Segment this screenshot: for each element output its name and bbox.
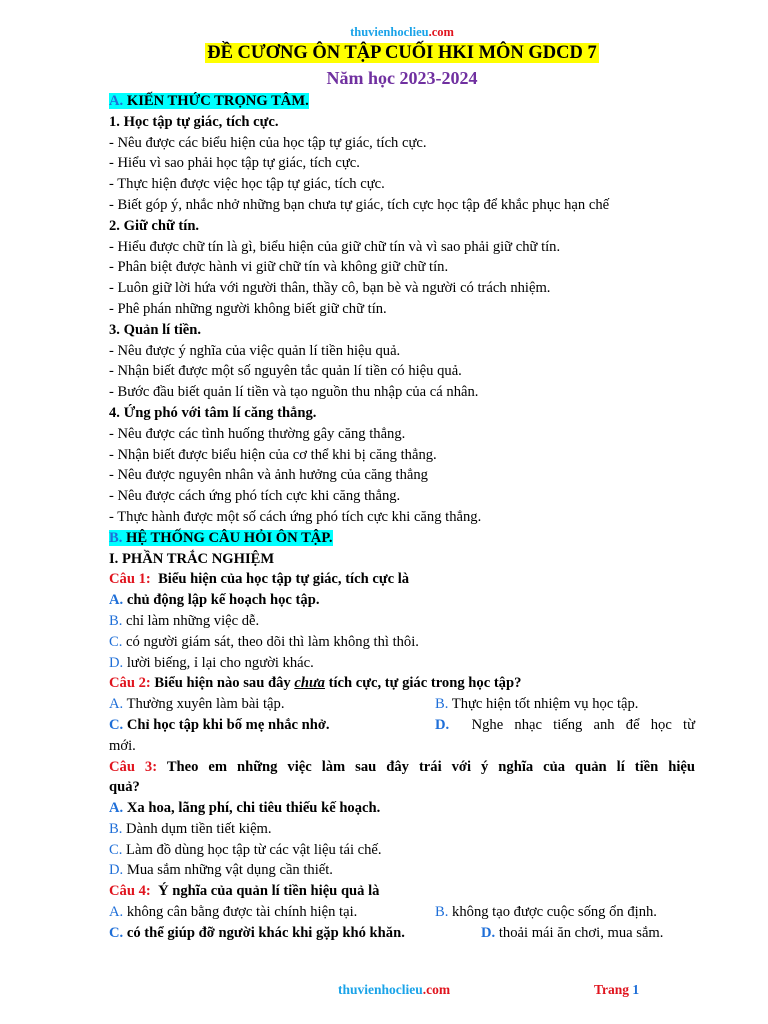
q1-option-a: A. chủ động lập kế hoạch học tập. <box>109 592 320 609</box>
list-item: - Bước đầu biết quản lí tiền và tạo nguồn thu nhập của cá nhân. <box>109 384 479 401</box>
list-item: - Nêu được các biểu hiện của học tập tự giác, tích cực. <box>109 134 427 151</box>
q2-options-cd <box>109 715 695 736</box>
list-item: - Hiểu được chữ tín là gì, biểu hiện của giữ chữ tín và vì sao phải giữ chữ tín. <box>109 238 561 255</box>
list-item: - Phê phán những người không biết giữ chữ tín. <box>109 300 387 317</box>
list-item: - Nêu được các tình huống thường gây căng thẳng. <box>109 425 406 442</box>
list-item: - Phân biệt được hành vi giữ chữ tín và không giữ chữ tín. <box>109 259 449 276</box>
q4-options-ab <box>109 902 695 923</box>
q3-option-d: D. Mua sắm những vật dụng cần thiết. <box>109 862 333 879</box>
list-item: - Hiểu vì sao phải học tập tự giác, tích cực. <box>109 155 360 172</box>
q3-option-c: C. Làm đồ dùng học tập từ các vật liệu tái chế. <box>109 841 382 858</box>
q2-option-c: C. Chỉ học tập khi bố mẹ nhắc nhở. <box>109 716 330 733</box>
q4-options-cd <box>109 923 695 944</box>
q2-option-d: D. Nghe nhạc tiếng anh để học từ <box>435 716 695 733</box>
q1-option-d: D. lười biếng, ỉ lại cho người khác. <box>109 654 314 671</box>
section-a-heading: A. KIẾN THỨC TRỌNG TÂM. <box>109 93 309 109</box>
list-item: - Nêu được nguyên nhân và ảnh hưởng của căng thẳng <box>109 467 428 484</box>
list-item: - Nêu được ý nghĩa của việc quản lí tiền hiệu quả. <box>109 342 401 359</box>
q1-option-b: B. chỉ làm những việc dễ. <box>109 612 260 629</box>
site-header: thuvienhoclieu.com <box>350 25 454 39</box>
topic-heading: 3. Quản lí tiền. <box>109 321 202 338</box>
q2-option-a: A. Thường xuyên làm bài tập. <box>109 696 285 713</box>
topic-heading: 4. Ứng phó với tâm lí căng thẳng. <box>109 404 317 421</box>
q3-option-a: A. Xa hoa, lãng phí, chi tiêu thiếu kế hoạch. <box>109 800 381 817</box>
section-b-heading: B. HỆ THỐNG CÂU HỎI ÔN TẬP. <box>109 529 333 546</box>
list-item: - Nhận biết được một số nguyên tắc quản lí tiền có hiệu quả. <box>109 363 462 380</box>
document-page <box>109 24 695 944</box>
q2-option-b: B. Thực hiện tốt nhiệm vụ học tập. <box>435 696 639 713</box>
question-2: Câu 2: Biểu hiện nào sau đây chưa tích cực, tự giác trong học tập? <box>109 675 522 692</box>
list-item: - Luôn giữ lời hứa với người thân, thầy cô, bạn bè và người có trách nhiệm. <box>109 280 551 297</box>
topic-heading: 1. Học tập tự giác, tích cực. <box>109 113 279 130</box>
q2-options-ab <box>109 694 695 715</box>
list-item: - Thực hiện được việc học tập tự giác, tích cực. <box>109 176 385 193</box>
list-item: - Biết góp ý, nhắc nhở những bạn chưa tự giác, tích cực học tập để khắc phục hạn chế <box>109 196 610 213</box>
topic-heading: 2. Giữ chữ tín. <box>109 217 200 234</box>
q4-option-a: A. không cân bằng được tài chính hiện tại. <box>109 904 358 921</box>
question-1: Câu 1: Biểu hiện của học tập tự giác, tích cực là <box>109 571 410 588</box>
q4-option-d: D. thoải mái ăn chơi, mua sắm. <box>481 924 664 941</box>
q2-option-d-cont: mới. <box>109 737 136 754</box>
part-heading: I. PHẦN TRẮC NGHIỆM <box>109 550 275 567</box>
q4-option-c: C. có thể giúp đỡ người khác khi gặp khó khăn. <box>109 924 405 941</box>
doc-title: ĐỀ CƯƠNG ÔN TẬP CUỐI HKI MÔN GDCD 7 <box>207 43 597 63</box>
list-item: - Nhận biết được biểu hiện của cơ thể khi bị căng thẳng. <box>109 446 437 463</box>
list-item: - Nêu được cách ứng phó tích cực khi căng thẳng. <box>109 488 401 505</box>
page-number: Trang 1 <box>594 982 640 997</box>
q4-option-b: B. không tạo được cuộc sống ổn định. <box>435 904 657 921</box>
school-year: Năm học 2023-2024 <box>326 68 478 88</box>
question-3: Câu 3: Theo em những việc làm sau đây trái với ý nghĩa của quản lí tiền hiệu <box>109 758 695 775</box>
question-3-cont: quả? <box>109 779 140 796</box>
q1-option-c: C. có người giám sát, theo dõi thì làm không thì thôi. <box>109 633 419 650</box>
list-item: - Thực hành được một số cách ứng phó tích cực khi căng thẳng. <box>109 508 482 525</box>
question-4: Câu 4: Ý nghĩa của quản lí tiền hiệu quả là <box>109 883 380 900</box>
footer-site: thuvienhoclieu.com <box>338 982 451 997</box>
q3-option-b: B. Dành dụm tiền tiết kiệm. <box>109 820 272 837</box>
